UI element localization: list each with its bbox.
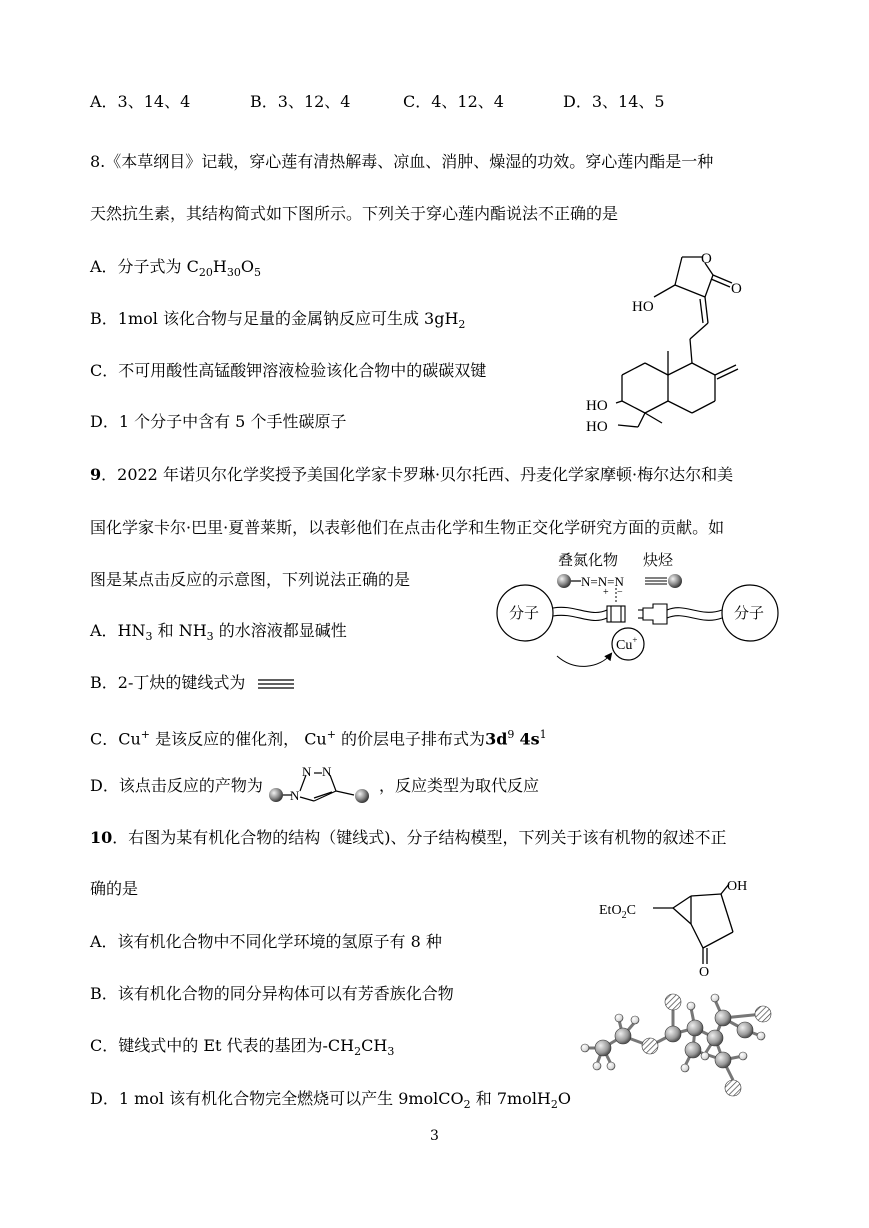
q8-option-c: C．不可用酸性高锰酸钾溶液检验该化合物中的碳碳双键 <box>90 361 487 380</box>
left-molecule-label: 分子 <box>509 606 540 622</box>
svg-text:N: N <box>301 763 312 779</box>
butyne-skeletal-formula <box>256 677 296 691</box>
q8-fig-o-ring: O <box>701 251 712 267</box>
andrographolide-structure <box>580 245 780 440</box>
svg-text:N: N <box>321 763 332 779</box>
q7-option-d: D．3、14、5 <box>563 92 665 111</box>
q9-option-a: A．$HN_3$ 和 $NH_3$ 的水溶液都显碱性 <box>90 621 347 644</box>
azide-plus: + <box>603 587 609 598</box>
azide-chain: N=N=N <box>581 574 624 589</box>
triazole-product-structure <box>268 761 374 807</box>
q8-fig-o-carbonyl: O <box>731 281 742 297</box>
q10-option-d: D．1 mol 该有机化合物完全燃烧可以产生 9molCO$_2$ 和 7molH$_2$O <box>90 1089 572 1112</box>
q10-option-a: A．该有机化合物中不同化学环境的氢原子有 8 种 <box>90 932 442 951</box>
q8-option-b: B．1mol 该化合物与足量的金属钠反应可生成 $3gH_2$ <box>90 309 466 332</box>
catalyst-label: Cu+ <box>616 635 638 653</box>
q8-stem-line1: 8.《本草纲目》记载，穿心莲有清热解毒、凉血、消肿、燥湿的功效。穿心莲内酯是一种 <box>90 152 714 171</box>
page-number: 3 <box>430 1128 439 1144</box>
q10-option-c: C．键线式中的 Et 代表的基团为$-CH_2CH_3$ <box>90 1036 395 1059</box>
q8-fig-ho-mid: HO <box>586 398 608 414</box>
right-molecule-label: 分子 <box>734 606 765 622</box>
svg-text:N: N <box>289 787 300 803</box>
q8-stem-line2: 天然抗生素，其结构简式如下图所示。下列关于穿心莲内酯说法不正确的是 <box>90 204 619 223</box>
q7-option-a: A．3、14、4 <box>90 92 191 111</box>
bicyclic-ester-structure <box>595 870 770 980</box>
q8-fig-ho-bottom: HO <box>586 419 608 435</box>
q9-stem-line3: 图是某点击反应的示意图，下列说法正确的是 <box>90 570 411 589</box>
q9-option-d: D．该点击反应的产物为 N N N ，反应类型为取代反应 <box>90 776 539 796</box>
q8-fig-ho-top: HO <box>632 299 654 315</box>
q10-option-b: B．该有机化合物的同分异构体可以有芳香族化合物 <box>90 984 454 1003</box>
hydroxyl-label: OH <box>727 879 748 894</box>
azide-minus: − <box>617 587 623 598</box>
alkyne-label: 炔烃 <box>643 553 674 569</box>
azide-label: 叠氮化物 <box>558 553 619 569</box>
q9-stem-line1: 9．2022 年诺贝尔化学奖授予美国化学家卡罗琳·贝尔托西、丹麦化学家摩顿·梅尔达尔和美 <box>90 465 734 484</box>
q7-option-c: C．4、12、4 <box>403 92 504 111</box>
q10-stem-line1: 10．右图为某有机化合物的结构（键线式)、分子结构模型，下列关于该有机物的叙述不正 <box>90 828 727 847</box>
q8-option-a: A．分子式为 $C_{20}H_{30}O_5$ <box>90 257 261 280</box>
ketone-label: O <box>699 965 710 980</box>
q7-options <box>90 92 665 112</box>
q8-option-d: D．1 个分子中含有 5 个手性碳原子 <box>90 412 347 431</box>
q9-stem-line2: 国化学家卡尔·巴里·夏普莱斯，以表彰他们在点击化学和生物正交化学研究方面的贡献。如 <box>90 518 725 537</box>
click-reaction-diagram <box>495 548 785 678</box>
ball-and-stick-model <box>575 988 775 1108</box>
q9-option-c: C．Cu+ 是该反应的催化剂， Cu+ 的价层电子排布式为$3d^9$ $4s^1$ <box>90 728 547 749</box>
q10-stem-line2: 确的是 <box>90 879 139 898</box>
q9-option-b: B．2-丁炔的键线式为 <box>90 673 296 693</box>
q7-option-b: B．3、12、4 <box>250 92 351 111</box>
ester-group-label: EtO$_2$C <box>599 903 636 921</box>
